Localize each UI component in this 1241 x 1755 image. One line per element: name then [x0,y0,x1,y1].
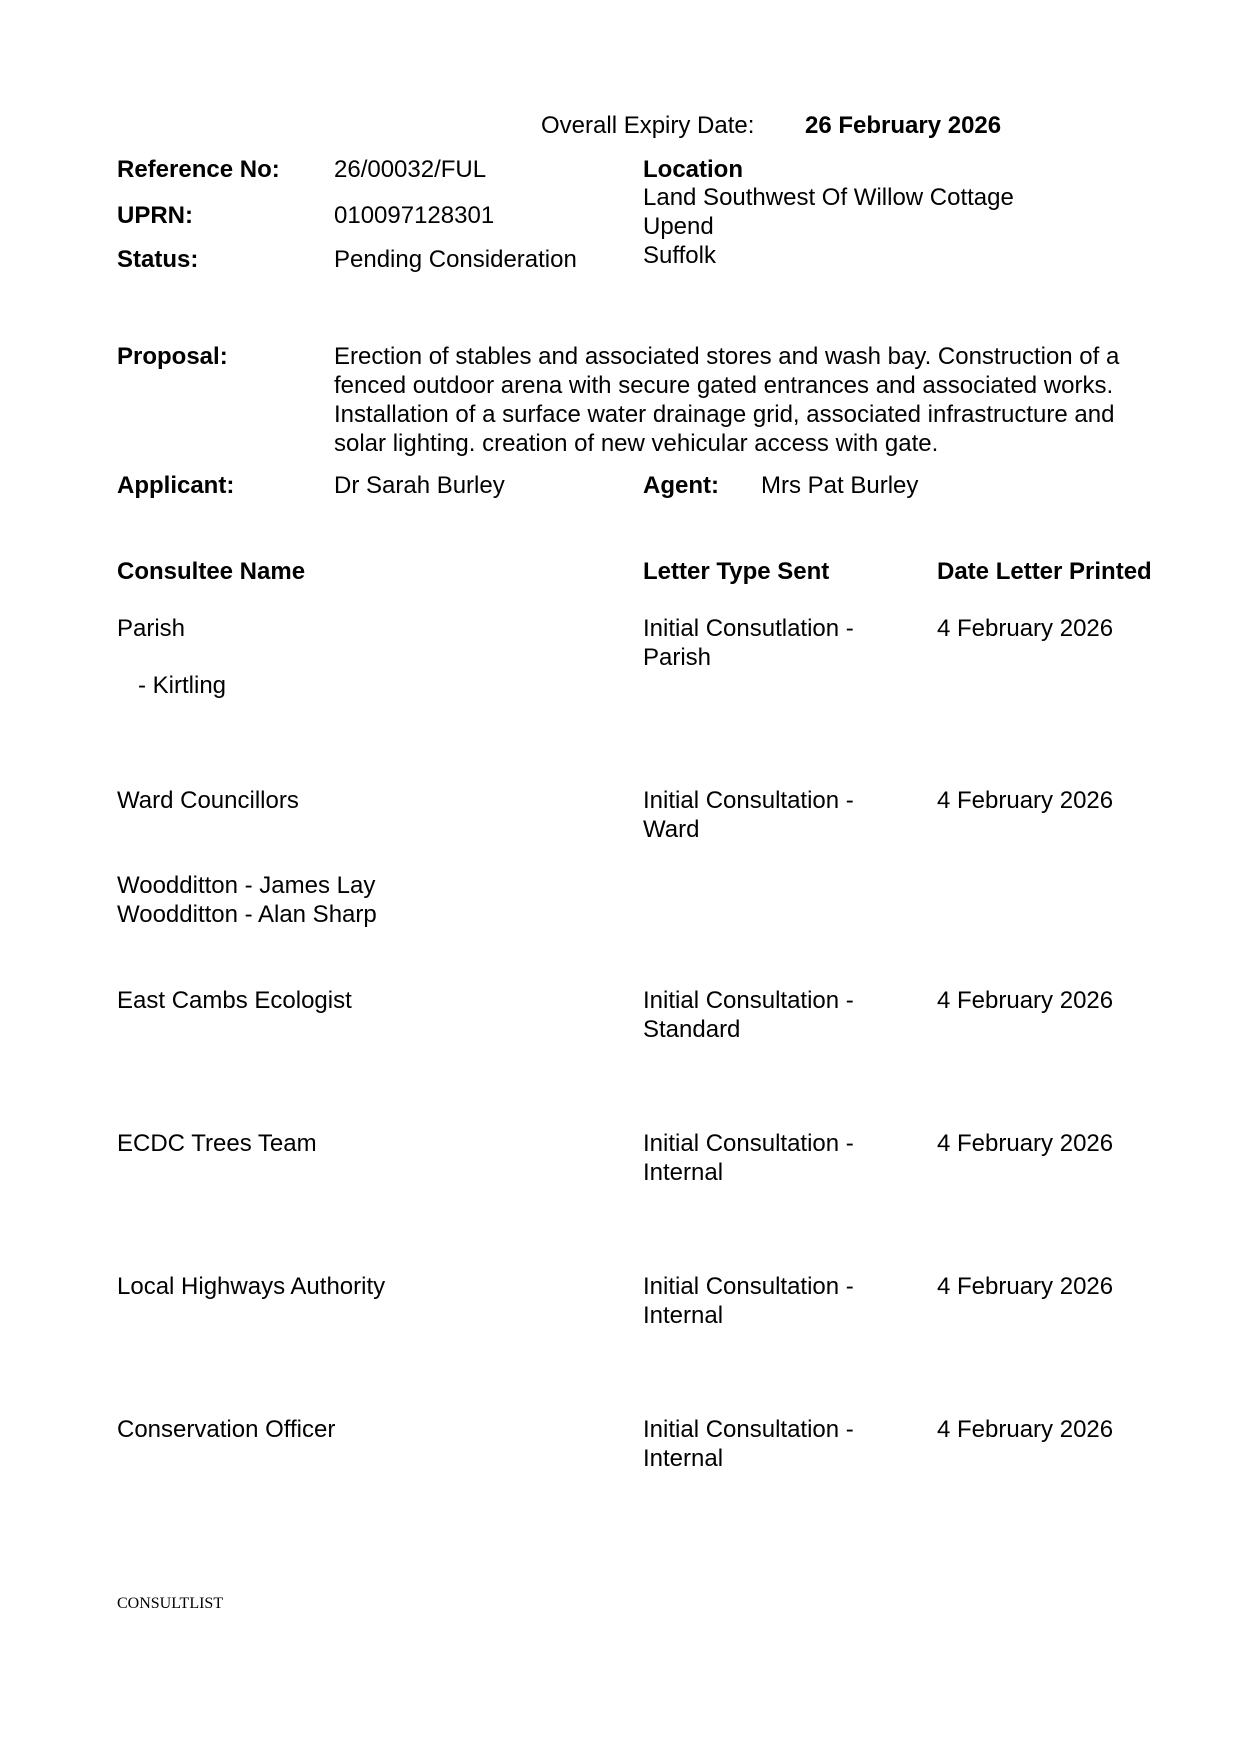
proposal-line: Installation of a surface water drainage grid, associated infrastructure and [334,401,1115,428]
letter-type-line: Initial Consultation - [643,1416,854,1443]
header-letter-type: Letter Type Sent [643,558,830,585]
consultee-sub-item: Woodditton - Alan Sharp [117,901,377,928]
consultee-name: ECDC Trees Team [117,1130,317,1157]
consultee-name: Parish [117,615,186,642]
date-printed: 4 February 2026 [937,1416,1114,1443]
consultee-sub-list [117,871,377,929]
location-line: Land Southwest Of Willow Cottage [643,184,1014,211]
letter-type [643,1272,854,1330]
status-value: Pending Consideration [334,246,577,273]
letter-type-line: Standard [643,1016,741,1043]
letter-type [643,1129,854,1187]
consultee-sub-item: Woodditton - James Lay [117,872,376,899]
letter-type-line: Internal [643,1302,724,1329]
letter-type [643,1415,854,1473]
location-address [643,183,1014,270]
proposal-label: Proposal: [117,343,228,370]
location-label: Location [643,156,743,183]
letter-type-line: Ward [643,816,700,843]
agent-label: Agent: [643,472,719,499]
date-printed: 4 February 2026 [937,1130,1114,1157]
consultee-name: Ward Councillors [117,787,299,814]
letter-type-line: Initial Consultation - [643,1273,854,1300]
proposal-line: fenced outdoor arena with secure gated entrances and associated works. [334,372,1114,399]
proposal-text [334,342,1119,458]
consultee-name: Local Highways Authority [117,1273,386,1300]
letter-type-line: Initial Consultation - [643,987,854,1014]
date-printed: 4 February 2026 [937,615,1114,642]
letter-type [643,986,854,1044]
date-printed: 4 February 2026 [937,1273,1114,1300]
proposal-line: solar lighting. creation of new vehicular access with gate. [334,430,939,457]
letter-type-line: Internal [643,1445,724,1472]
expiry-date-label: Overall Expiry Date: [541,112,755,139]
letter-type-line: Initial Consutlation - [643,615,854,642]
letter-type-line: Internal [643,1159,724,1186]
uprn-value: 010097128301 [334,202,495,229]
agent-value: Mrs Pat Burley [761,472,919,499]
reference-value: 26/00032/FUL [334,156,487,183]
location-line: Suffolk [643,242,716,269]
letter-type [643,786,854,844]
location-line: Upend [643,213,714,240]
letter-type [643,614,854,672]
consultee-sub-item: - Kirtling [138,672,227,699]
expiry-date-value: 26 February 2026 [805,112,1002,139]
reference-label: Reference No: [117,156,280,183]
letter-type-line: Initial Consultation - [643,1130,854,1157]
proposal-line: Erection of stables and associated stores and wash bay. Construction of a [334,343,1120,370]
header-date-printed: Date Letter Printed [937,558,1152,585]
date-printed: 4 February 2026 [937,987,1114,1014]
status-label: Status: [117,246,199,273]
applicant-value: Dr Sarah Burley [334,472,505,499]
letter-type-line: Parish [643,644,712,671]
footer-code: CONSULTLIST [117,1595,224,1612]
letter-type-line: Initial Consultation - [643,787,854,814]
consultee-name: East Cambs Ecologist [117,987,352,1014]
date-printed: 4 February 2026 [937,787,1114,814]
applicant-label: Applicant: [117,472,235,499]
consultee-name: Conservation Officer [117,1416,336,1443]
header-consultee-name: Consultee Name [117,558,306,585]
uprn-label: UPRN: [117,202,193,229]
